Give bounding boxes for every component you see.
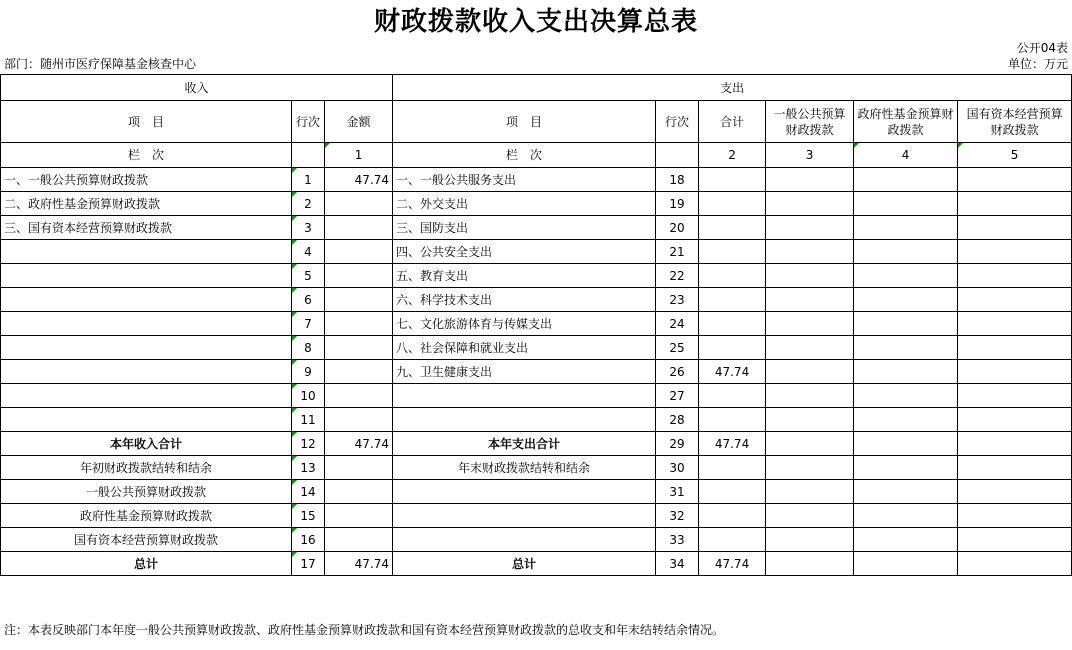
general-budget-header: 一般公共预算财政拨款 xyxy=(766,101,854,143)
expense-total xyxy=(699,504,766,528)
income-column-label: 栏 次 xyxy=(1,143,292,168)
income-item: 三、国有资本经营预算财政拨款 xyxy=(1,216,292,240)
income-item-header: 项 目 xyxy=(1,101,292,143)
fund-budget-value xyxy=(854,192,958,216)
expense-item: 八、社会保障和就业支出 xyxy=(393,336,656,360)
expense-item xyxy=(393,384,656,408)
expense-total-header: 合计 xyxy=(699,101,766,143)
income-line-no: 6 xyxy=(292,288,325,312)
expense-line-no: 24 xyxy=(656,312,699,336)
table-row xyxy=(1,192,1072,216)
income-amount xyxy=(325,456,393,480)
expense-item: 一、一般公共服务支出 xyxy=(393,168,656,192)
general-budget-value xyxy=(766,336,854,360)
fund-budget-value xyxy=(854,216,958,240)
income-line-no: 3 xyxy=(292,216,325,240)
fund-budget-value xyxy=(854,408,958,432)
state-capital-value xyxy=(958,192,1072,216)
expense-line-no: 33 xyxy=(656,528,699,552)
expense-item: 七、文化旅游体育与传媒支出 xyxy=(393,312,656,336)
general-budget-value xyxy=(766,432,854,456)
expense-total: 47.74 xyxy=(699,432,766,456)
income-item xyxy=(1,408,292,432)
expense-item xyxy=(393,480,656,504)
income-line-no: 2 xyxy=(292,192,325,216)
expense-total xyxy=(699,384,766,408)
col-number-3: 3 xyxy=(766,143,854,168)
income-item xyxy=(1,384,292,408)
expense-line-no: 18 xyxy=(656,168,699,192)
expense-total xyxy=(699,528,766,552)
expense-item: 二、外交支出 xyxy=(393,192,656,216)
income-item: 政府性基金预算财政拨款 xyxy=(1,504,292,528)
general-budget-value xyxy=(766,216,854,240)
table-row xyxy=(1,384,1072,408)
income-amount-header: 金额 xyxy=(325,101,393,143)
state-capital-value xyxy=(958,264,1072,288)
expense-section-header: 支出 xyxy=(393,75,1072,101)
expense-item: 六、科学技术支出 xyxy=(393,288,656,312)
budget-summary-table xyxy=(0,74,1072,576)
general-budget-value xyxy=(766,528,854,552)
department-label: 部门：随州市医疗保障基金核查中心 xyxy=(4,57,197,71)
fund-budget-value xyxy=(854,456,958,480)
table-row xyxy=(1,552,1072,576)
expense-total xyxy=(699,288,766,312)
table-row xyxy=(1,168,1072,192)
income-line-no: 7 xyxy=(292,312,325,336)
expense-line-no: 21 xyxy=(656,240,699,264)
expense-line-no: 27 xyxy=(656,384,699,408)
expense-total xyxy=(699,480,766,504)
expense-total xyxy=(699,456,766,480)
income-item: 年初财政拨款结转和结余 xyxy=(1,456,292,480)
income-amount xyxy=(325,360,393,384)
state-capital-value xyxy=(958,528,1072,552)
fund-budget-value xyxy=(854,264,958,288)
expense-item: 总计 xyxy=(393,552,656,576)
income-item xyxy=(1,264,292,288)
expense-line-no: 30 xyxy=(656,456,699,480)
income-line-no: 8 xyxy=(292,336,325,360)
income-line-no: 9 xyxy=(292,360,325,384)
fund-budget-value xyxy=(854,168,958,192)
expense-total xyxy=(699,240,766,264)
expense-line-no: 34 xyxy=(656,552,699,576)
table-row xyxy=(1,456,1072,480)
table-row xyxy=(1,504,1072,528)
state-capital-value xyxy=(958,168,1072,192)
expense-total xyxy=(699,312,766,336)
income-item xyxy=(1,360,292,384)
fund-budget-value xyxy=(854,312,958,336)
table-row xyxy=(1,312,1072,336)
state-capital-value xyxy=(958,216,1072,240)
expense-item xyxy=(393,504,656,528)
income-amount: 47.74 xyxy=(325,432,393,456)
income-line-no: 15 xyxy=(292,504,325,528)
general-budget-value xyxy=(766,192,854,216)
fund-budget-value xyxy=(854,288,958,312)
state-capital-value xyxy=(958,336,1072,360)
expense-line-no: 22 xyxy=(656,264,699,288)
general-budget-value xyxy=(766,168,854,192)
income-section-header: 收入 xyxy=(1,75,393,101)
income-line-no: 5 xyxy=(292,264,325,288)
expense-line-no: 29 xyxy=(656,432,699,456)
expense-column-label: 栏 次 xyxy=(393,143,656,168)
general-budget-value xyxy=(766,504,854,528)
expense-line-no: 20 xyxy=(656,216,699,240)
income-amount: 47.74 xyxy=(325,552,393,576)
state-capital-value xyxy=(958,456,1072,480)
fund-budget-value xyxy=(854,384,958,408)
fund-budget-value xyxy=(854,432,958,456)
general-budget-value xyxy=(766,288,854,312)
income-amount xyxy=(325,384,393,408)
table-row xyxy=(1,360,1072,384)
table-row xyxy=(1,264,1072,288)
footnote: 注：本表反映部门本年度一般公共预算财政拨款、政府性基金预算财政拨款和国有资本经营预算财政拨款的总收支和年末结转结余情况。 xyxy=(4,623,725,637)
income-line-no: 13 xyxy=(292,456,325,480)
general-budget-value xyxy=(766,384,854,408)
expense-total: 47.74 xyxy=(699,552,766,576)
income-item: 总计 xyxy=(1,552,292,576)
expense-line-no: 32 xyxy=(656,504,699,528)
income-line-no: 1 xyxy=(292,168,325,192)
report-title: 财政拨款收入支出决算总表 xyxy=(373,7,698,37)
income-line-no: 17 xyxy=(292,552,325,576)
income-item: 二、政府性基金预算财政拨款 xyxy=(1,192,292,216)
expense-item: 五、教育支出 xyxy=(393,264,656,288)
state-capital-value xyxy=(958,552,1072,576)
expense-item xyxy=(393,528,656,552)
income-amount xyxy=(325,192,393,216)
income-amount xyxy=(325,480,393,504)
income-amount xyxy=(325,408,393,432)
general-budget-value xyxy=(766,480,854,504)
income-amount xyxy=(325,504,393,528)
income-item: 国有资本经营预算财政拨款 xyxy=(1,528,292,552)
state-capital-value xyxy=(958,408,1072,432)
state-capital-value xyxy=(958,480,1072,504)
income-line-no: 4 xyxy=(292,240,325,264)
income-item xyxy=(1,336,292,360)
unit-label: 单位：万元 xyxy=(1007,57,1068,71)
general-budget-value xyxy=(766,552,854,576)
table-row xyxy=(1,528,1072,552)
expense-line-header: 行次 xyxy=(656,101,699,143)
fund-budget-value xyxy=(854,528,958,552)
expense-item: 四、公共安全支出 xyxy=(393,240,656,264)
expense-line-no: 25 xyxy=(656,336,699,360)
fund-budget-value xyxy=(854,552,958,576)
income-amount xyxy=(325,216,393,240)
fund-budget-value xyxy=(854,504,958,528)
fund-budget-value xyxy=(854,336,958,360)
table-row xyxy=(1,240,1072,264)
income-line-no: 10 xyxy=(292,384,325,408)
income-amount xyxy=(325,528,393,552)
expense-line-no: 23 xyxy=(656,288,699,312)
income-item: 一、一般公共预算财政拨款 xyxy=(1,168,292,192)
income-line-no: 16 xyxy=(292,528,325,552)
income-item: 一般公共预算财政拨款 xyxy=(1,480,292,504)
income-item: 本年收入合计 xyxy=(1,432,292,456)
expense-line-no: 26 xyxy=(656,360,699,384)
expense-total xyxy=(699,408,766,432)
expense-item-header: 项 目 xyxy=(393,101,656,143)
income-line-no: 14 xyxy=(292,480,325,504)
report-code: 公开04表 xyxy=(1016,41,1068,55)
income-line-no: 12 xyxy=(292,432,325,456)
income-line-header: 行次 xyxy=(292,101,325,143)
table-row xyxy=(1,480,1072,504)
state-capital-value xyxy=(958,432,1072,456)
state-capital-value xyxy=(958,360,1072,384)
state-capital-value xyxy=(958,240,1072,264)
expense-line-no: 19 xyxy=(656,192,699,216)
general-budget-value xyxy=(766,312,854,336)
income-amount: 47.74 xyxy=(325,168,393,192)
income-amount xyxy=(325,264,393,288)
fund-budget-value xyxy=(854,360,958,384)
fund-budget-value xyxy=(854,240,958,264)
expense-total xyxy=(699,216,766,240)
table-row xyxy=(1,216,1072,240)
income-amount xyxy=(325,240,393,264)
expense-total xyxy=(699,192,766,216)
expense-line-no: 28 xyxy=(656,408,699,432)
general-budget-value xyxy=(766,240,854,264)
state-capital-value xyxy=(958,288,1072,312)
income-item xyxy=(1,288,292,312)
col-number-1: 1 xyxy=(325,143,393,168)
state-capital-header: 国有资本经营预算财政拨款 xyxy=(958,101,1072,143)
general-budget-value xyxy=(766,408,854,432)
table-row xyxy=(1,408,1072,432)
expense-item: 三、国防支出 xyxy=(393,216,656,240)
expense-total xyxy=(699,264,766,288)
general-budget-value xyxy=(766,360,854,384)
expense-total xyxy=(699,336,766,360)
state-capital-value xyxy=(958,504,1072,528)
income-amount xyxy=(325,312,393,336)
table-row xyxy=(1,336,1072,360)
income-line-no: 11 xyxy=(292,408,325,432)
expense-line-no: 31 xyxy=(656,480,699,504)
income-item xyxy=(1,312,292,336)
income-amount xyxy=(325,288,393,312)
col-number-2: 2 xyxy=(699,143,766,168)
income-amount xyxy=(325,336,393,360)
expense-item: 本年支出合计 xyxy=(393,432,656,456)
income-line-blank xyxy=(292,143,325,168)
fund-budget-header: 政府性基金预算财政拨款 xyxy=(854,101,958,143)
expense-item: 年末财政拨款结转和结余 xyxy=(393,456,656,480)
table-row xyxy=(1,432,1072,456)
state-capital-value xyxy=(958,384,1072,408)
col-number-5: 5 xyxy=(958,143,1072,168)
income-item xyxy=(1,240,292,264)
table-row xyxy=(1,288,1072,312)
expense-item: 九、卫生健康支出 xyxy=(393,360,656,384)
expense-line-blank xyxy=(656,143,699,168)
expense-item xyxy=(393,408,656,432)
general-budget-value xyxy=(766,264,854,288)
col-number-4: 4 xyxy=(854,143,958,168)
general-budget-value xyxy=(766,456,854,480)
state-capital-value xyxy=(958,312,1072,336)
expense-total: 47.74 xyxy=(699,360,766,384)
fund-budget-value xyxy=(854,480,958,504)
expense-total xyxy=(699,168,766,192)
